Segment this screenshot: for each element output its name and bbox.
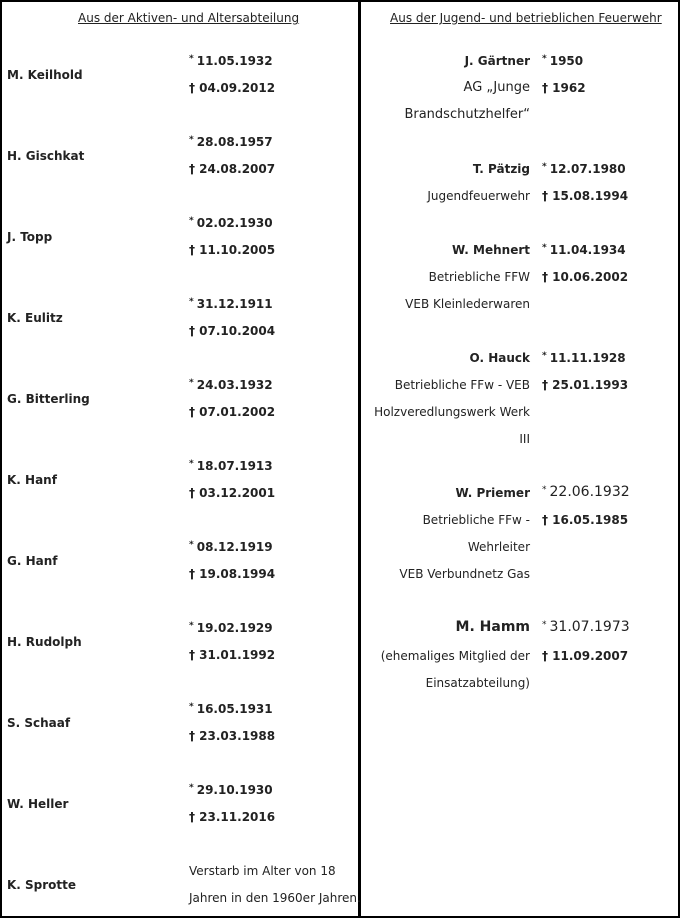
death-date: † 23.11.2016 [189,810,276,824]
birth-date: * 31.12.1911 [189,297,273,311]
birth-date: * 19.02.1929 [189,621,273,635]
birth-date: * 11.11.1928 [542,351,626,365]
death-date: † 11.09.2007 [542,649,629,663]
left-column-header: Aus der Aktiven- und Altersabteilung [78,11,300,25]
entry-unit: Jugendfeuerwehr [427,189,530,203]
birth-date: * 1950 [542,54,584,68]
birth-date: * 11.04.1934 [542,243,626,257]
birth-date: * 11.05.1932 [189,54,273,68]
birth-date: * 22.06.1932 [542,484,630,500]
column-divider [358,0,361,918]
entry-unit: Betriebliche FFW [428,270,530,284]
right-column-header: Aus der Jugend- und betrieblichen Feuerwehr [390,11,662,25]
entry-name: G. Hanf [7,554,58,568]
entry-name: T. Pätzig [472,162,530,176]
entry-unit: Betriebliche FFw - VEB [394,378,530,392]
death-date: † 31.01.1992 [189,648,276,662]
entry-name: J. Gärtner [464,54,530,68]
entry-name: K. Sprotte [7,878,77,892]
birth-date: * 29.10.1930 [189,783,273,797]
death-date: † 24.08.2007 [189,162,276,176]
entry-name: G. Bitterling [7,392,90,406]
entry-note: Verstarb im Alter von 18 [189,864,336,878]
birth-date: * 18.07.1913 [189,459,273,473]
death-date: † 03.12.2001 [189,486,276,500]
entry-name: W. Heller [7,797,69,811]
entry-name: S. Schaaf [7,716,71,730]
entry-unit: (ehemaliges Mitglied der [380,649,530,663]
birth-date: * 08.12.1919 [189,540,273,554]
death-date: † 16.05.1985 [542,513,629,527]
death-date: † 15.08.1994 [542,189,629,203]
birth-date: * 02.02.1930 [189,216,273,230]
entry-unit: VEB Verbundnetz Gas [399,567,530,581]
entry-unit: III [519,432,530,446]
death-date: † 19.08.1994 [189,567,276,581]
death-date: † 25.01.1993 [542,378,629,392]
birth-date: * 28.08.1957 [189,135,273,149]
entry-unit: Holzveredlungswerk Werk [374,405,530,419]
death-date: † 23.03.1988 [189,729,276,743]
entry-name: W. Priemer [455,486,530,500]
entry-unit: Wehrleiter [467,540,530,554]
entry-name: K. Hanf [7,473,57,487]
birth-date: * 24.03.1932 [189,378,273,392]
entry-note: Jahren in den 1960er Jahren. [189,891,361,905]
birth-date: * 31.07.1973 [542,619,630,635]
entry-name: H. Gischkat [7,149,85,163]
entry-unit: AG „Junge [463,80,530,95]
entry-unit: Betriebliche FFw - [422,513,530,527]
entry-unit: Einsatzabteilung) [425,676,530,690]
entry-name: K. Eulitz [7,311,63,325]
death-date: † 10.06.2002 [542,270,629,284]
entry-name: W. Mehnert [452,243,530,257]
death-date: † 04.09.2012 [189,81,276,95]
birth-date: * 12.07.1980 [542,162,626,176]
entry-unit: Brandschutzhelfer“ [404,107,530,122]
birth-date: * 16.05.1931 [189,702,273,716]
entry-name: M. Keilhold [7,68,83,82]
entry-name: M. Hamm [455,619,530,635]
death-date: † 07.10.2004 [189,324,276,338]
entry-unit: VEB Kleinlederwaren [405,297,530,311]
entry-name: O. Hauck [469,351,530,365]
death-date: † 1962 [542,81,586,95]
entry-name: J. Topp [7,230,53,244]
death-date: † 07.01.2002 [189,405,276,419]
entry-name: H. Rudolph [7,635,82,649]
death-date: † 11.10.2005 [189,243,276,257]
